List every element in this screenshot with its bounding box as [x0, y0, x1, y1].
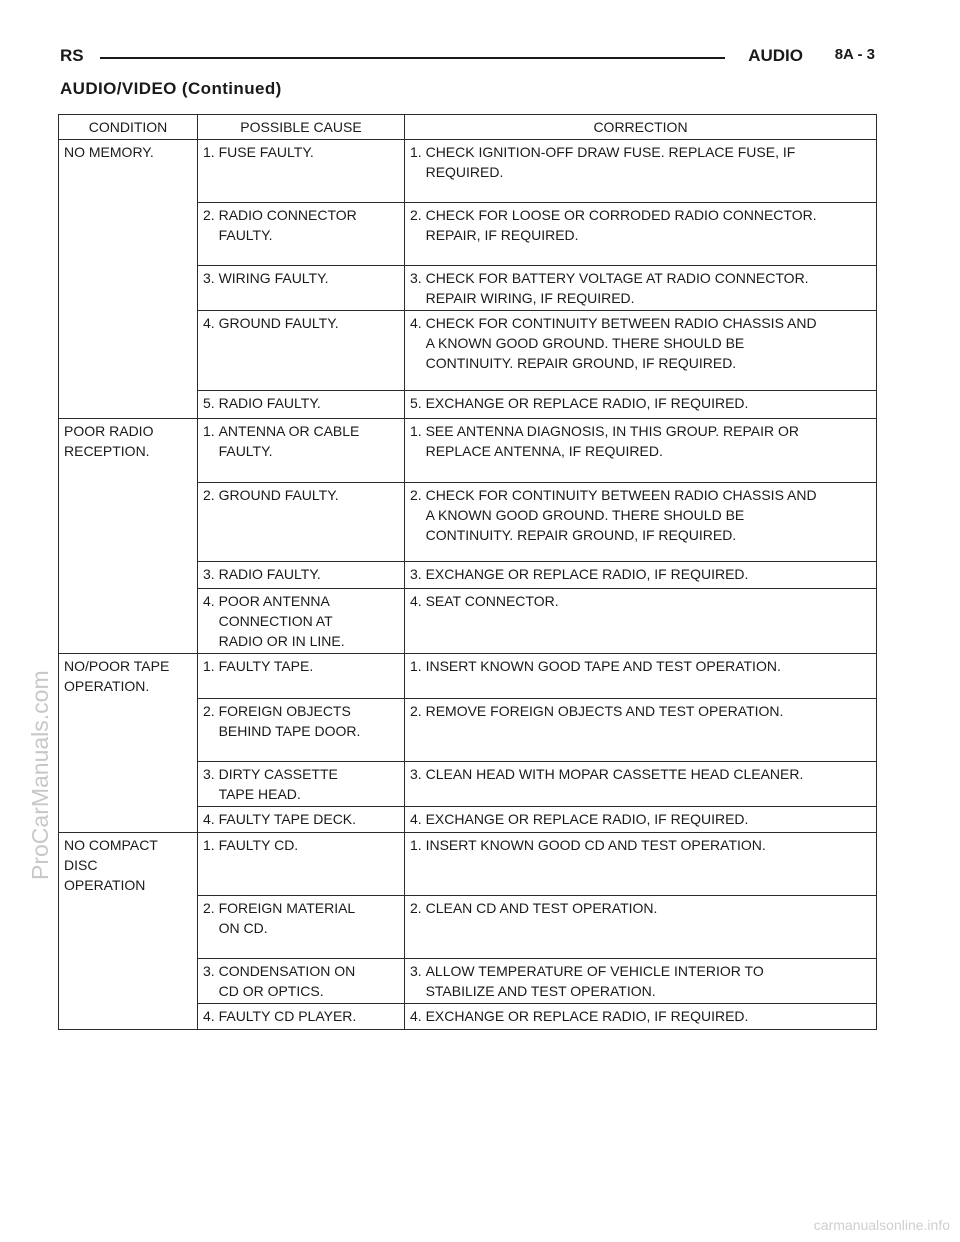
cause-cell [198, 311, 405, 391]
cause-number: 1. [203, 144, 219, 160]
cause-number: 4. [203, 811, 219, 827]
correction-cell [405, 419, 877, 483]
cause-text: FUSE FAULTY. [218, 144, 314, 160]
cause-number: 5. [203, 395, 219, 411]
table-row [59, 833, 877, 896]
page-header [60, 44, 875, 76]
correction-cell [405, 266, 877, 311]
correction-number: 2. [410, 900, 426, 916]
cause-number: 4. [203, 315, 219, 331]
correction-cell [405, 762, 877, 807]
cause-text: GROUND FAULTY. [218, 315, 339, 331]
correction-text: CLEAN CD AND TEST OPERATION. [425, 900, 658, 916]
correction-text: EXCHANGE OR REPLACE RADIO, IF REQUIRED. [425, 1008, 749, 1024]
cause-text: POOR ANTENNA CONNECTION AT RADIO OR IN LINE. [218, 593, 345, 649]
cause-number: 1. [203, 423, 219, 439]
correction-number: 1. [410, 658, 426, 674]
cause-cell [198, 833, 405, 896]
cause-cell [198, 483, 405, 562]
cause-cell [198, 266, 405, 311]
cause-text: GROUND FAULTY. [218, 487, 339, 503]
cause-cell [198, 959, 405, 1004]
condition-text: POOR RADIO RECEPTION. [64, 423, 154, 459]
cause-number: 3. [203, 566, 219, 582]
header-model-code: RS [60, 46, 84, 65]
condition-text: NO MEMORY. [64, 144, 154, 160]
cause-cell [198, 896, 405, 959]
correction-text: SEAT CONNECTOR. [425, 593, 559, 609]
correction-text: CHECK FOR CONTINUITY BETWEEN RADIO CHASSIS AND A KNOWN GOOD GROUND. THERE SHOULD BE CONTINUITY. REPAIR GROUND, IF REQUIRED. [425, 487, 817, 543]
column-header-possible-cause: POSSIBLE CAUSE [198, 115, 405, 140]
cause-number: 4. [203, 593, 219, 609]
correction-number: 2. [410, 703, 426, 719]
cause-text: DIRTY CASSETTE TAPE HEAD. [218, 766, 338, 802]
correction-text: SEE ANTENNA DIAGNOSIS, IN THIS GROUP. REPAIR OR REPLACE ANTENNA, IF REQUIRED. [425, 423, 799, 459]
cause-number: 1. [203, 658, 219, 674]
correction-number: 4. [410, 593, 426, 609]
correction-cell [405, 562, 877, 589]
correction-number: 1. [410, 837, 426, 853]
correction-text: CHECK FOR CONTINUITY BETWEEN RADIO CHASSIS AND A KNOWN GOOD GROUND. THERE SHOULD BE CONTINUITY. REPAIR GROUND, IF REQUIRED. [425, 315, 817, 371]
correction-cell [405, 833, 877, 896]
condition-cell [59, 833, 198, 1030]
correction-number: 4. [410, 315, 426, 331]
correction-text: INSERT KNOWN GOOD CD AND TEST OPERATION. [425, 837, 766, 853]
correction-number: 3. [410, 963, 426, 979]
table-header-row [59, 115, 877, 140]
diagnosis-table [58, 114, 877, 1030]
cause-number: 2. [203, 900, 219, 916]
correction-cell [405, 1004, 877, 1030]
cause-text: FOREIGN MATERIAL ON CD. [218, 900, 356, 936]
cause-cell [198, 203, 405, 266]
condition-cell [59, 140, 198, 419]
table-row [59, 419, 877, 483]
header-page-number: 8A - 3 [834, 46, 875, 63]
cause-text: FAULTY CD PLAYER. [218, 1008, 357, 1024]
correction-text: CLEAN HEAD WITH MOPAR CASSETTE HEAD CLEANER. [425, 766, 804, 782]
correction-number: 3. [410, 270, 426, 286]
column-header-correction: CORRECTION [405, 115, 877, 140]
cause-text: FAULTY TAPE DECK. [218, 811, 357, 827]
cause-cell [198, 654, 405, 699]
correction-text: CHECK FOR LOOSE OR CORRODED RADIO CONNECTOR. REPAIR, IF REQUIRED. [425, 207, 817, 243]
cause-cell [198, 589, 405, 654]
cause-cell [198, 419, 405, 483]
condition-cell [59, 654, 198, 833]
correction-cell [405, 203, 877, 266]
correction-number: 3. [410, 766, 426, 782]
cause-cell [198, 699, 405, 762]
cause-number: 3. [203, 270, 219, 286]
cause-text: FAULTY CD. [218, 837, 299, 853]
header-rule [100, 57, 725, 59]
section-subtitle: AUDIO/VIDEO (Continued) [60, 79, 282, 98]
correction-cell [405, 896, 877, 959]
correction-cell [405, 959, 877, 1004]
cause-text: FAULTY TAPE. [218, 658, 314, 674]
cause-cell [198, 140, 405, 203]
correction-text: REMOVE FOREIGN OBJECTS AND TEST OPERATION. [425, 703, 784, 719]
cause-number: 3. [203, 963, 219, 979]
condition-text: NO COMPACT DISC OPERATION [64, 837, 158, 893]
correction-cell [405, 483, 877, 562]
cause-number: 2. [203, 703, 219, 719]
correction-text: CHECK IGNITION-OFF DRAW FUSE. REPLACE FUSE, IF REQUIRED. [425, 144, 796, 180]
correction-text: ALLOW TEMPERATURE OF VEHICLE INTERIOR TO STABILIZE AND TEST OPERATION. [425, 963, 764, 999]
table-row [59, 654, 877, 699]
correction-number: 2. [410, 487, 426, 503]
correction-number: 1. [410, 144, 426, 160]
correction-number: 4. [410, 811, 426, 827]
correction-text: INSERT KNOWN GOOD TAPE AND TEST OPERATION. [425, 658, 781, 674]
cause-text: RADIO CONNECTOR FAULTY. [218, 207, 357, 243]
column-header-condition: CONDITION [59, 115, 198, 140]
cause-text: CONDENSATION ON CD OR OPTICS. [218, 963, 356, 999]
cause-number: 3. [203, 766, 219, 782]
cause-number: 2. [203, 207, 219, 223]
condition-cell [59, 419, 198, 654]
correction-text: EXCHANGE OR REPLACE RADIO, IF REQUIRED. [425, 566, 749, 582]
cause-number: 2. [203, 487, 219, 503]
correction-cell [405, 311, 877, 391]
watermark-side: ProCarManuals.com [27, 670, 53, 880]
correction-text: EXCHANGE OR REPLACE RADIO, IF REQUIRED. [425, 811, 749, 827]
correction-cell [405, 391, 877, 419]
correction-number: 2. [410, 207, 426, 223]
cause-text: FOREIGN OBJECTS BEHIND TAPE DOOR. [218, 703, 361, 739]
cause-cell [198, 1004, 405, 1030]
cause-text: RADIO FAULTY. [218, 566, 321, 582]
correction-text: EXCHANGE OR REPLACE RADIO, IF REQUIRED. [425, 395, 749, 411]
cause-number: 4. [203, 1008, 219, 1024]
correction-cell [405, 699, 877, 762]
cause-text: ANTENNA OR CABLE FAULTY. [218, 423, 360, 459]
correction-cell [405, 140, 877, 203]
condition-text: NO/POOR TAPE OPERATION. [64, 658, 170, 694]
correction-cell [405, 589, 877, 654]
watermark-bottom: carmanualsonline.info [813, 1217, 950, 1233]
correction-number: 4. [410, 1008, 426, 1024]
correction-cell [405, 807, 877, 833]
header-section-name: AUDIO [748, 46, 803, 65]
table-row [59, 140, 877, 203]
correction-cell [405, 654, 877, 699]
cause-cell [198, 807, 405, 833]
correction-number: 5. [410, 395, 426, 411]
correction-text: CHECK FOR BATTERY VOLTAGE AT RADIO CONNECTOR. REPAIR WIRING, IF REQUIRED. [425, 270, 809, 306]
cause-number: 1. [203, 837, 219, 853]
correction-number: 1. [410, 423, 426, 439]
cause-text: WIRING FAULTY. [218, 270, 329, 286]
correction-number: 3. [410, 566, 426, 582]
cause-cell [198, 762, 405, 807]
cause-text: RADIO FAULTY. [218, 395, 321, 411]
cause-cell [198, 391, 405, 419]
cause-cell [198, 562, 405, 589]
